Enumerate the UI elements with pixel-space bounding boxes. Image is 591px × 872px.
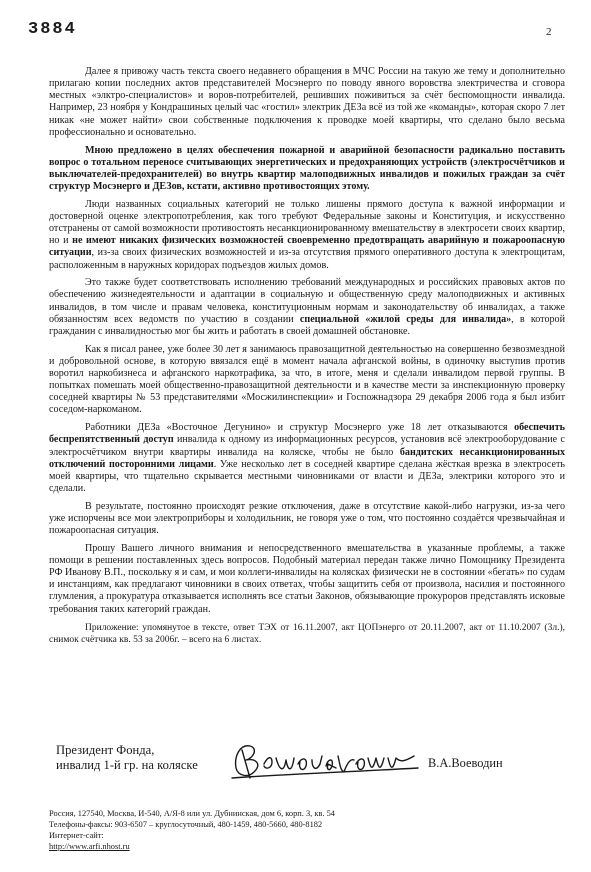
paragraph-3 <box>49 199 565 272</box>
signer-title <box>56 743 198 773</box>
paragraph-6 <box>49 422 565 495</box>
attachment-text: упомянутое в тексте, ответ ТЭХ от 16.11.2007, акт ЦОПэнерго от 20.11.2007, акт от 11.10.2007 (3л.), снимок счётчика кв. 53 за 2006г. – всего на 6 листах. <box>49 622 565 645</box>
letter-body <box>49 66 565 646</box>
paragraph-6-text-a: Работники ДЕЗа «Восточное Дегунино» и структур Мосэнерго уже 18 лет отказываются <box>85 422 515 434</box>
footer-website <box>49 830 335 852</box>
paragraph-4-text-c: , в которой гражданин с инвалидностью мог бы жить и работать в своей домашней обстановке. <box>49 313 565 337</box>
paragraph-3-text-c: , из-за своих физических возможностей и из-за отсутствия прямого оперативного доступа к электрощитам, расположенным в наружных коридорах подъездов жилых домов. <box>49 247 565 271</box>
paragraph-6-bold-2: бандитских несанкционированных отключений посторонними лицами <box>49 446 565 470</box>
letterhead-footer <box>49 808 335 852</box>
signer-title-line-1: Президент Фонда, <box>56 743 155 757</box>
paragraph-6-text-e: . Уже несколько лет в соседней квартире сделана жёсткая врезка в электросеть моей квартиры, что тщательно скрывается местными чиновниками от власти и ДЕЗа, электрики которого это и сделали. <box>49 458 565 494</box>
paragraph-4 <box>49 277 565 338</box>
paragraph-3-bold: не имеют никаких физических возможностей своевременно предотвращать аварийную и пожароопасную ситуации <box>49 235 565 259</box>
paragraph-6-bold-1: обеспечить беспрепятственный доступ <box>49 422 565 446</box>
paragraph-4-text-a: Это также будет соответствовать исполнению требований международных и российских правовых актов по обеспечению жизнедеятельности и адаптации в социальную и общественную среду малоподвижных и активных инвалидов, в том числе и правам человека, конституционным нормам и законодательству об инвалидах, а также обязанностям всех ведомств по участию в создании <box>49 277 565 325</box>
footer-address: Россия, 127540, Москва, И-540, А/Я-8 или ул. Дубнинская, дом 6, корп. 3, кв. 54 <box>49 809 335 818</box>
signer-name: В.А.Воеводин <box>428 756 503 770</box>
footer-phones: Телефоны-факсы: 903-6507 – круглосуточный, 480-1459, 480-5660, 480-8182 <box>49 820 323 829</box>
paragraph-5: Как я писал ранее, уже более 30 лет я занимаюсь правозащитной деятельностью на совершенно безвозмездной и добровольной основе, в которую ввязался ещё в момент начала афганской войны, в одиночку выступив против воротил наркобизнеса и афганского наркотрафика, за что, в итоге, меня и сделали инвалидом первой группы. В попытках помешать моей общественно-правозащитной деятельности и в качестве мести за инспекционную проверку соседней квартиры № 53 представителями «Мосжилинспекции» и Госпожнадзора 29 декабря 2006 года я был избит соседом-наркоманом. <box>49 343 565 416</box>
handwritten-signature <box>228 738 428 782</box>
document-number: 3884 <box>28 20 77 39</box>
paragraph-4-bold: специальной «жилой среды для инвалида» <box>299 313 512 325</box>
paragraph-2 <box>49 145 565 194</box>
paragraph-2-bold: Мною предложено в целях обеспечения пожарной и аварийной безопасности радикально поставить вопрос о тотальном переносе считывающих энергетических и предохраняющих устройств (электросчётчиков и выключателей-предохранителей) во внутрь квартир малоподвижных инвалидов и пожилых граждан за счёт структур Мосэнерго и ДЕЗов, кстати, активно противостоящих этому. <box>49 144 565 192</box>
paragraph-7: В результате, постоянно происходят резкие отключения, даже в отсутствие какой-либо нагрузки, из-за чего уже испорчены все мои электроприборы и холодильник, не говоря уже о том, что постоянно создаётся чрезвычайная и пожароопасная ситуация. <box>49 500 565 537</box>
paragraph-3-text-a: Люди названных социальных категорий не только лишены прямого доступа к важной информации и достоверной оценке электропотребления, как того требуют Федеральные законы и Конституция, и искусственно отстранены от самой возможности противостоять несанкционированному вмешательству в электросети своих квартир, но и <box>49 198 565 247</box>
signature-block <box>56 738 566 788</box>
page-number: 2 <box>546 26 552 38</box>
paragraph-1: Далее я привожу часть текста своего недавнего обращения в МЧС России на такую же тему и дополнительно прилагаю копии последних актов представителей Мосэнерго по поводу явного воровства электричества и сговора местных «элктро-специалистов» и воров-потребителей, решивших поживиться за счёт беспомощности инвалида. Например, 23 ноября у Кондрашиных целый час «гостил» электрик ДЕЗа всё из той же «команды», которая скоро 7 лет никак «не может найти» свои собственные подключения к проводке моей квартиры, что сделано было весьма профессионально и основательно. <box>49 66 565 138</box>
signer-title-line-2: инвалид 1-й гр. на коляске <box>56 758 198 772</box>
attachment-note <box>49 622 565 646</box>
footer-website-label: Интернет-сайт: <box>49 831 104 840</box>
website-link[interactable]: http://www.arfi.nhost.ru <box>49 842 130 851</box>
paragraph-6-text-c: инвалида к одному из информационных ресурсов, установив всё электрооборудование с электросчётчиком внутри квартиры инвалида на коляске, чтобы не было <box>49 434 565 458</box>
attachment-label: Приложение: <box>85 622 139 633</box>
paragraph-8: Прошу Вашего личного внимания и непосредственного вмешательства в указанные проблемы, а также помощи в решении поставленных здесь вопросов. Подобный материал передан также лично Помощнику Президента РФ Иванову В.П., поскольку я и сам, и мои коллеги-инвалиды на колясках физически не в состоянии «бегать» по судам и инстанциям, как предлагают чиновники в своих ответах, чтобы защитить себя от произвола, насилия и постоянного глумления, а прокуратура отказывается исполнять все статьи Законов, обязывающие прокуроров представлять исковые требования таких категорий граждан. <box>49 542 565 615</box>
